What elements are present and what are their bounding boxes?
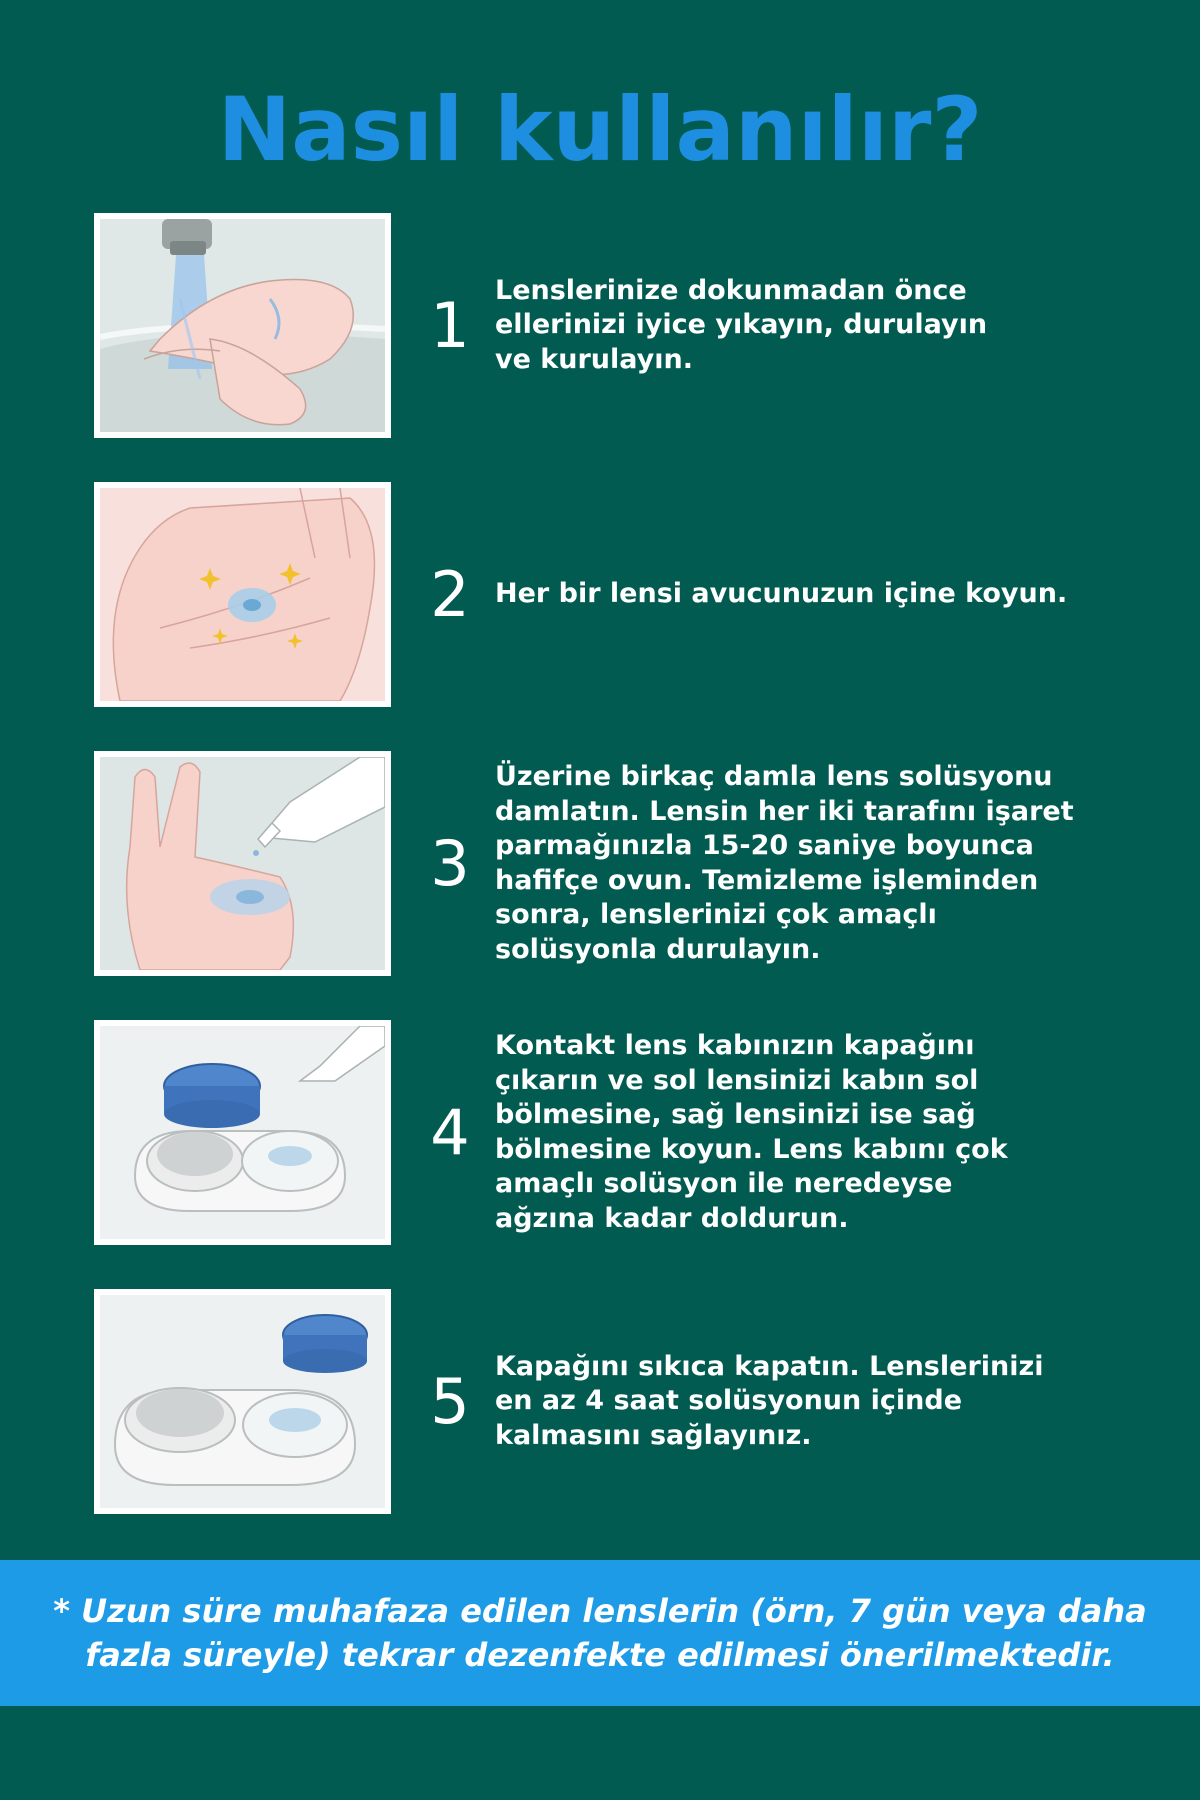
disinfection-note-text: * Uzun süre muhafaza edilen lenslerin (örn, 7 gün veya daha fazla süreyle) tekrar dezenfekte edilmesi önerilmektedir. — [53, 1592, 1147, 1674]
step-number: 4 — [430, 1096, 470, 1169]
step-4 — [94, 1020, 1174, 1245]
step-3-text: Üzerine birkaç damla lens solüsyonu damlatın. Lensin her iki tarafını işaret parmağınızla 15-20 saniye boyunca hafifçe ovun. Temizleme işleminden sonra, lenslerinizi çok amaçlı solüsyonla durulayın. — [495, 761, 1074, 965]
step-4-text: Kontakt lens kabınızın kapağını çıkarın ve sol lensinizi kabın sol bölmesine, sağ lensinizi ise sağ bölmesine koyun. Lens kabını çok amaçlı solüsyon ile neredeyse ağzına kadar doldurun. — [495, 1030, 1008, 1234]
disinfection-note-banner — [0, 1560, 1200, 1706]
step-1 — [94, 213, 1174, 438]
step-number: 1 — [430, 289, 470, 362]
step-5 — [94, 1289, 1174, 1514]
hand-washing-icon — [100, 219, 385, 432]
step-3-illustration — [94, 751, 391, 976]
step-1-text: Lenslerinize dokunmadan önce ellerinizi iyice yıkayın, durulayın ve kurulayın. — [495, 274, 988, 375]
lens-case-closing-icon — [100, 1295, 385, 1508]
lens-case-filling-icon — [100, 1026, 385, 1239]
step-1-illustration — [94, 213, 391, 438]
step-5-illustration — [94, 1289, 391, 1514]
step-5-text: Kapağını sıkıca kapatın. Lenslerinizi en az 4 saat solüsyonun içinde kalmasını sağlayınız. — [495, 1350, 1044, 1451]
step-2-illustration — [94, 482, 391, 707]
step-2-text: Her bir lensi avucunuzun içine koyun. — [495, 578, 1068, 610]
step-text — [495, 751, 1200, 976]
step-text — [495, 482, 1200, 707]
step-text — [495, 1020, 1200, 1245]
step-2 — [94, 482, 1174, 707]
lens-on-palm-icon — [100, 488, 385, 701]
step-3 — [94, 751, 1174, 976]
step-number: 3 — [430, 827, 470, 900]
step-4-illustration — [94, 1020, 391, 1245]
step-text — [495, 213, 1200, 438]
page-title: Nasıl kullanılır? — [217, 78, 983, 181]
step-text — [495, 1289, 1200, 1514]
step-number: 2 — [430, 558, 470, 631]
step-number: 5 — [430, 1365, 470, 1438]
solution-drop-on-palm-icon — [100, 757, 385, 970]
